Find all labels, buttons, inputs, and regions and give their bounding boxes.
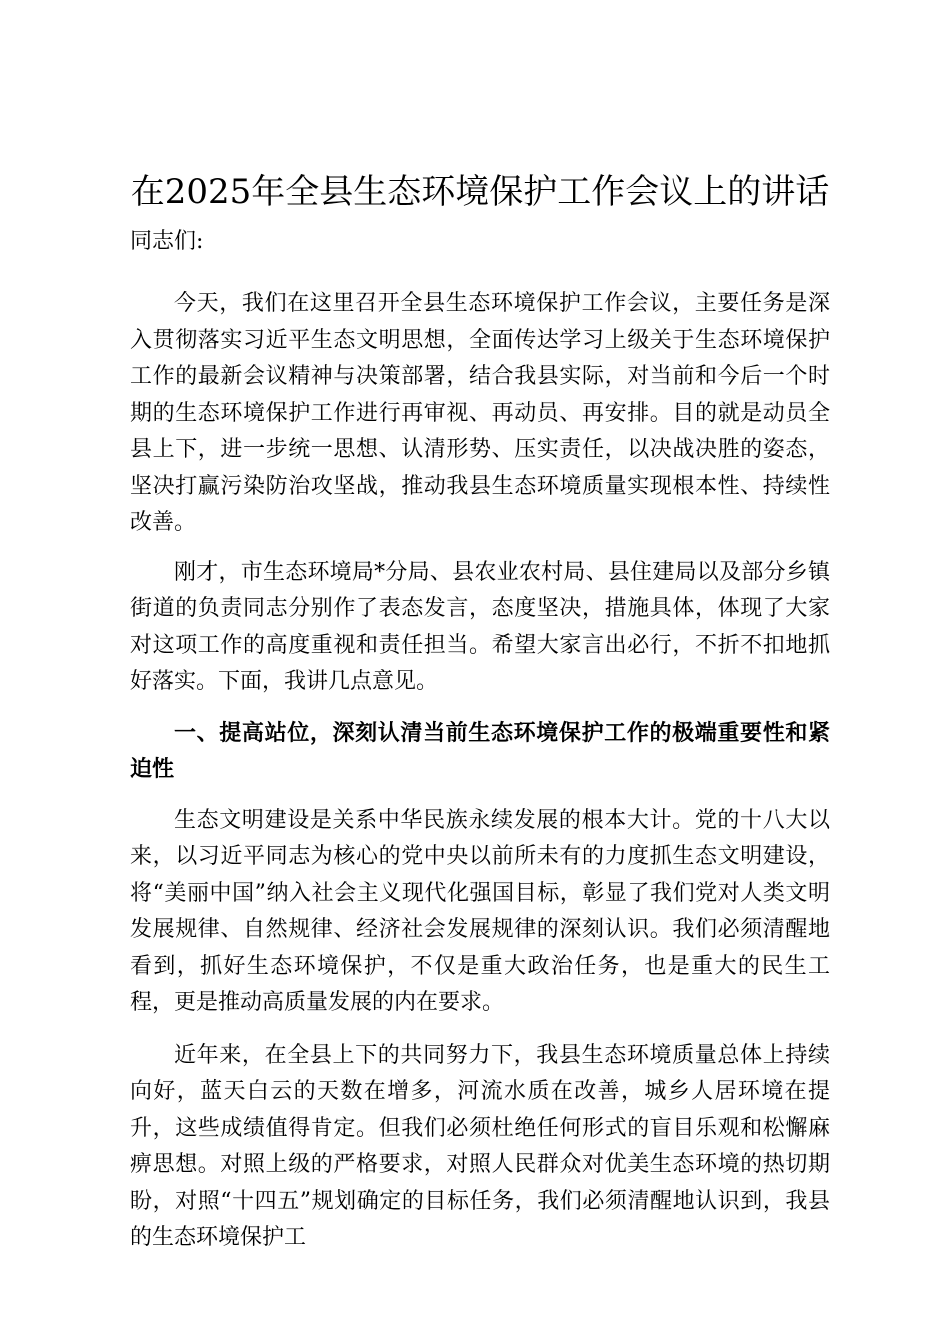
paragraph-ecological-civilization: 生态文明建设是关系中华民族永续发展的根本大计。党的十八大以来，以习近平同志为核心的党中央以前所未有的力度抓生态文明建设，将“美丽中国”纳入社会主义现代化强国目标，彰显了我们党对人类文明发展规律、自然规律、经济社会发展规律的深刻认识。我们必须清醒地看到，抓好生态环境保护，不仅是重大政治任务，也是重大的民生工程，更是推动高质量发展的内在要求。	[130, 807, 830, 1015]
document-page	[130, 165, 830, 1257]
section-heading: 一、提高站位，深刻认清当前生态环境保护工作的极端重要性和紧迫性	[130, 719, 830, 782]
document-title: 在2025年全县生态环境保护工作会议上的讲话	[130, 172, 830, 212]
salutation: 同志们:	[130, 229, 204, 254]
paragraph-opening: 今天，我们在这里召开全县生态环境保护工作会议，主要任务是深入贯彻落实习近平生态文明思想，全面传达学习上级关于生态环境保护工作的最新会议精神与决策部署，结合我县实际，对当前和今后一个时期的生态环境保护工作进行再审视、再动员、再安排。目的就是动员全县上下，进一步统一思想、认清形势、压实责任，以决战决胜的姿态，坚决打赢污染防治攻坚战，推动我县生态环境质量实现根本性、持续性改善。	[130, 291, 830, 535]
paragraph-recent-progress: 近年来，在全县上下的共同努力下，我县生态环境质量总体上持续向好，蓝天白云的天数在增多，河流水质在改善，城乡人居环境在提升，这些成绩值得肯定。但我们必须杜绝任何形式的盲目乐观和松懈麻痹思想。对照上级的严格要求，对照人民群众对优美生态环境的热切期盼，对照“十四五”规划确定的目标任务，我们必须清醒地认识到，我县的生态环境保护工	[130, 1042, 830, 1250]
paragraph-remarks: 刚才，市生态环境局*分局、县农业农村局、县住建局以及部分乡镇街道的负责同志分别作了表态发言，态度坚决，措施具体，体现了大家对这项工作的高度重视和责任担当。希望大家言出必行，不折不扣地抓好落实。下面，我讲几点意见。	[130, 559, 830, 694]
